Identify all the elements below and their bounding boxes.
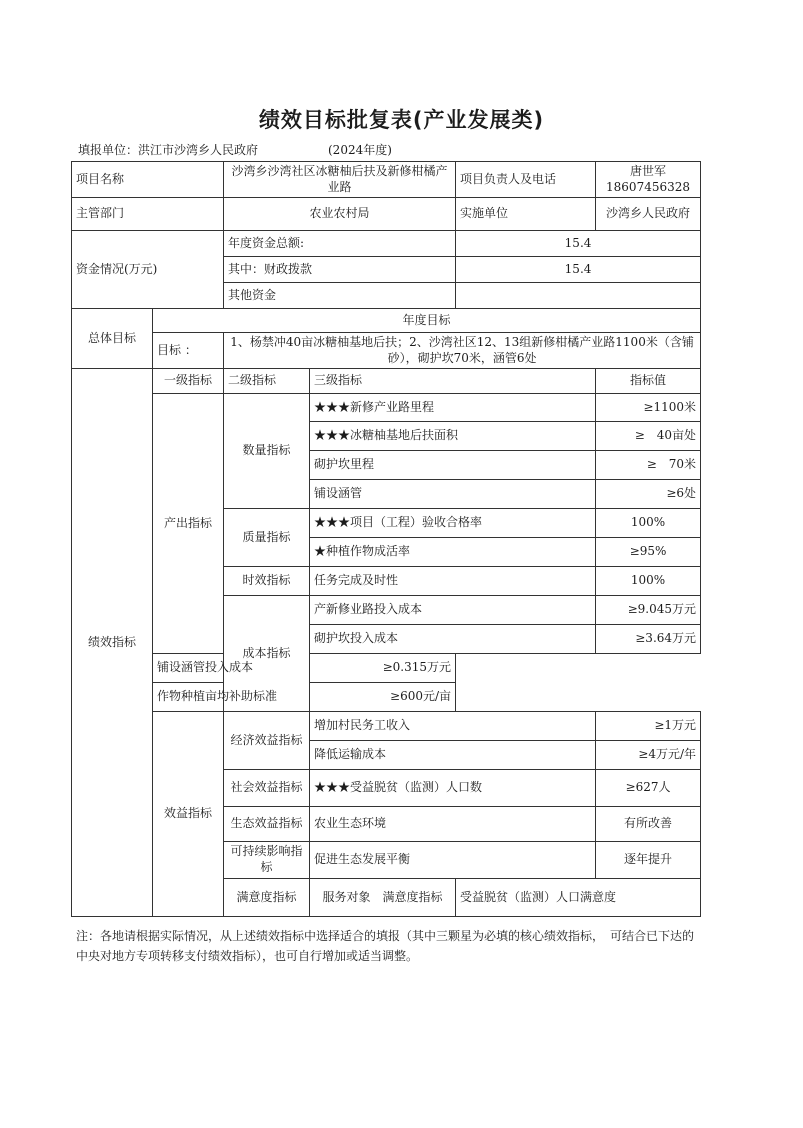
indicator-value: ≥ 40亩处 bbox=[596, 422, 701, 451]
indicator-value: ≥0.315万元 bbox=[310, 654, 456, 683]
economic-label: 经济效益指标 bbox=[224, 712, 310, 770]
timeliness-label: 时效指标 bbox=[224, 567, 310, 596]
indicator-name: ★★★项目（工程）验收合格率 bbox=[310, 509, 596, 538]
indicator-name: 作物种植亩均补助标准 bbox=[153, 683, 310, 712]
indicator-name: 受益脱贫（监测）人口满意度 bbox=[456, 879, 701, 917]
funds-total-value: 15.4 bbox=[456, 231, 701, 257]
indicator-name: 农业生态环境 bbox=[310, 807, 596, 842]
indicator-value: ≥9.045万元 bbox=[596, 596, 701, 625]
fill-unit: 填报单位：洪江市沙湾乡人民政府 bbox=[78, 143, 259, 157]
indicator-name: 任务完成及时性 bbox=[310, 567, 596, 596]
sustain-label: 可持续影响指标 bbox=[224, 842, 310, 879]
indicator-name: ★★★新修产业路里程 bbox=[310, 394, 596, 422]
indicator-value: ≥3.64万元 bbox=[596, 625, 701, 654]
benefit-label: 效益指标 bbox=[153, 712, 224, 917]
quantity-label: 数量指标 bbox=[224, 394, 310, 509]
indicator-name: 促进生态发展平衡 bbox=[310, 842, 596, 879]
goal-label: 总体目标 bbox=[72, 309, 153, 369]
indicator-value: ≥95% bbox=[596, 538, 701, 567]
indicator-name: ★★★冰糖柚基地后扶面积 bbox=[310, 422, 596, 451]
quality-label: 质量指标 bbox=[224, 509, 310, 567]
header-value: 指标值 bbox=[596, 369, 701, 394]
funds-fiscal-label: 其中：财政拨款 bbox=[224, 257, 456, 283]
social-label: 社会效益指标 bbox=[224, 770, 310, 807]
indicator-value: ≥600元/亩 bbox=[310, 683, 456, 712]
indicator-value: ≥1万元 bbox=[596, 712, 701, 741]
funds-fiscal-value: 15.4 bbox=[456, 257, 701, 283]
funds-label: 资金情况(万元) bbox=[72, 231, 224, 309]
indicator-value: ≥1100米 bbox=[596, 394, 701, 422]
service-label: 服务对象 满意度指标 bbox=[310, 879, 456, 917]
indicator-name: 砌护坎投入成本 bbox=[310, 625, 596, 654]
indicator-value: ≥ 70米 bbox=[596, 451, 701, 480]
eco-label: 生态效益指标 bbox=[224, 807, 310, 842]
impl-value: 沙湾乡人民政府 bbox=[596, 198, 701, 231]
indicator-name: 铺设涵管 bbox=[310, 480, 596, 509]
project-name-label: 项目名称 bbox=[72, 162, 224, 198]
goal-target-label: 目标 ： bbox=[153, 333, 224, 369]
indicator-name: 产新修业路投入成本 bbox=[310, 596, 596, 625]
performance-table bbox=[71, 161, 701, 917]
report-year: (2024年度) bbox=[328, 143, 392, 157]
contact-phone: 18607456328 bbox=[606, 179, 691, 194]
indicator-value: 100% bbox=[596, 567, 701, 596]
header-level3: 三级指标 bbox=[310, 369, 596, 394]
impl-label: 实施单位 bbox=[456, 198, 596, 231]
indicator-name: 铺设涵管投入成本 bbox=[153, 654, 310, 683]
indicator-name: ★种植作物成活率 bbox=[310, 538, 596, 567]
indicator-value: 有所改善 bbox=[596, 807, 701, 842]
indicator-value: ≥4万元/年 bbox=[596, 741, 701, 770]
indicator-name: 砌护坎里程 bbox=[310, 451, 596, 480]
indicator-name: ★★★受益脱贫（监测）人口数 bbox=[310, 770, 596, 807]
contact-name: 唐世军 bbox=[630, 163, 667, 178]
footnote: 注：各地请根据实际情况，从上述绩效指标中选择适合的填报（其中三颗星为必填的核心绩效指标， 可结合已下达的中央对地方专项转移支付绩效指标），也可自行增加或适当调整。 bbox=[76, 929, 695, 963]
indicator-name: 增加村民务工收入 bbox=[310, 712, 596, 741]
contact-label: 项目负责人及电话 bbox=[456, 162, 596, 198]
funds-total-label: 年度资金总额: bbox=[224, 231, 456, 257]
contact-cell bbox=[596, 162, 701, 198]
goal-target-text: 1、杨禁冲40亩冰糖柚基地后扶；2、沙湾社区12、13组新修柑橘产业路1100米（含铺砂），砌护坎70米，涵管6处 bbox=[224, 333, 701, 369]
dept-value: 农业农村局 bbox=[224, 198, 456, 231]
year-goal-label: 年度目标 bbox=[153, 309, 701, 333]
indicator-value: ≥627人 bbox=[596, 770, 701, 807]
header-level2: 二级指标 bbox=[224, 369, 310, 394]
funds-other-value bbox=[456, 283, 701, 309]
indicator-value: ≥6处 bbox=[596, 480, 701, 509]
funds-other-label: 其他资金 bbox=[224, 283, 456, 309]
dept-label: 主管部门 bbox=[72, 198, 224, 231]
satisfaction-label: 满意度指标 bbox=[224, 879, 310, 917]
output-label: 产出指标 bbox=[153, 394, 224, 654]
page-title: 绩效目标批复表(产业发展类) bbox=[258, 108, 545, 132]
indicator-name: 降低运输成本 bbox=[310, 741, 596, 770]
header-level1: 一级指标 bbox=[153, 369, 224, 394]
indicator-value: 100% bbox=[596, 509, 701, 538]
cost-label: 成本指标 bbox=[224, 596, 310, 712]
perf-label: 绩效指标 bbox=[72, 369, 153, 917]
project-name: 沙湾乡沙湾社区冰糖柚后扶及新修柑橘产业路 bbox=[224, 162, 456, 198]
indicator-value: 逐年提升 bbox=[596, 842, 701, 879]
